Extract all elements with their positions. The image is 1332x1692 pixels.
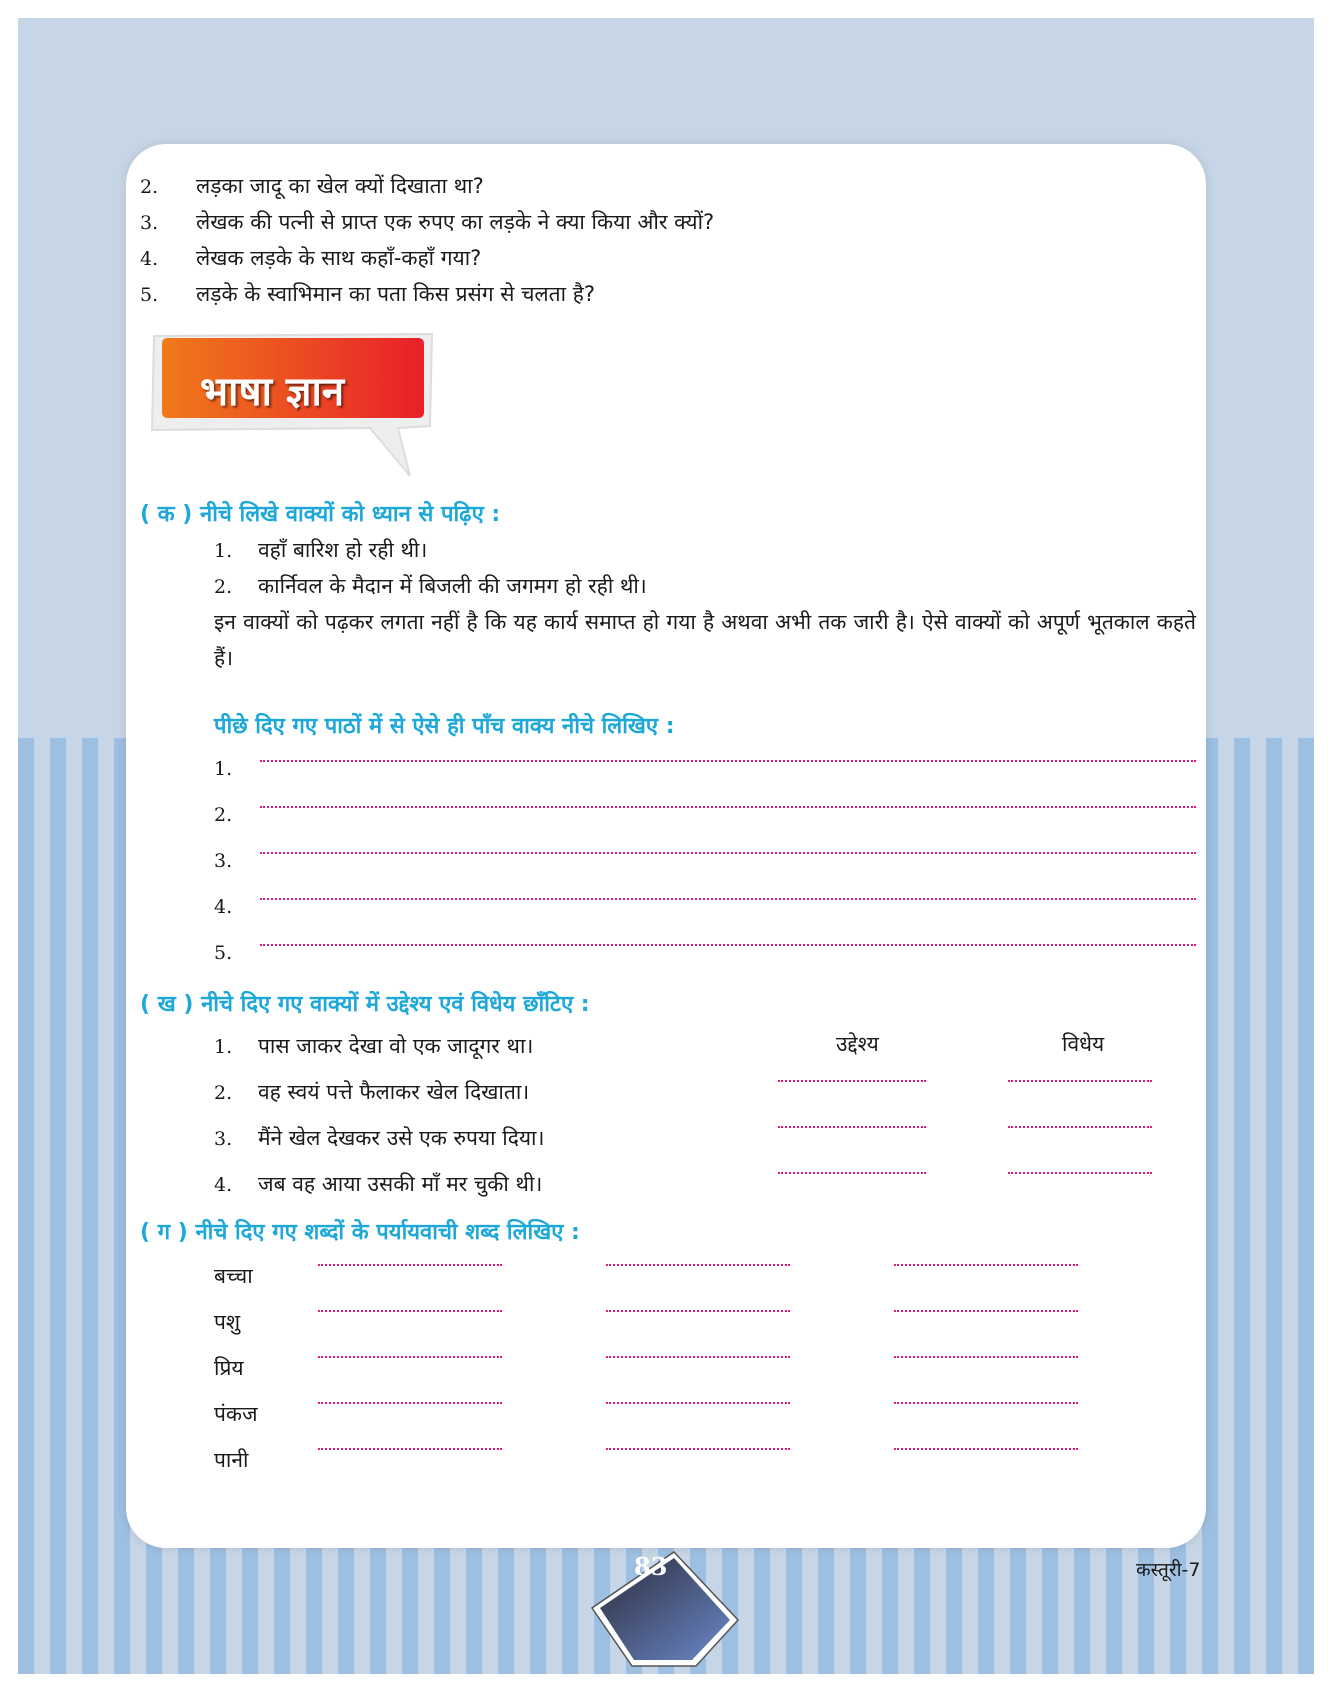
predicate-blank[interactable] <box>1008 1126 1152 1128</box>
synonym-blank[interactable] <box>606 1264 790 1266</box>
item-sentence: पास जाकर देखा वो एक जादूगर था। <box>258 1034 534 1058</box>
task-heading: पीछे दिए गए पाठों में से ऐसे ही पाँच वाक्य नीचे लिखिए : <box>214 714 675 739</box>
answer-line[interactable] <box>260 944 1196 946</box>
word-label: प्रिय <box>214 1356 244 1380</box>
question-text: लेखक लड़के के साथ कहाँ-कहाँ गया? <box>196 246 482 270</box>
question-text: लड़के के स्वाभिमान का पता किस प्रसंग से चलता है? <box>196 282 596 306</box>
question-number: 4. <box>140 248 159 270</box>
synonym-blank[interactable] <box>606 1402 790 1404</box>
section-kha-heading: ( ख ) नीचे दिए गए वाक्यों में उद्देश्य एवं विधेय छाँटिए : <box>140 992 590 1017</box>
synonym-blank[interactable] <box>318 1356 502 1358</box>
book-title-footer: कस्तूरी-7 <box>1136 1559 1201 1581</box>
answer-line[interactable] <box>260 852 1196 854</box>
blank-number: 4. <box>214 896 233 918</box>
banner-title: भाषा ज्ञान <box>200 369 345 415</box>
question-text: लड़का जादू का खेल क्यों दिखाता था? <box>196 174 484 198</box>
synonym-blank[interactable] <box>894 1356 1078 1358</box>
predicate-column-header: विधेय <box>1062 1032 1105 1056</box>
synonym-blank[interactable] <box>606 1356 790 1358</box>
item-sentence: मैंने खेल देखकर उसे एक रुपया दिया। <box>258 1126 545 1150</box>
item-sentence: वह स्वयं पत्ते फैलाकर खेल दिखाता। <box>258 1080 530 1104</box>
synonym-blank[interactable] <box>318 1402 502 1404</box>
subject-blank[interactable] <box>778 1080 926 1082</box>
answer-line[interactable] <box>260 760 1196 762</box>
predicate-blank[interactable] <box>1008 1172 1152 1174</box>
synonym-blank[interactable] <box>318 1448 502 1450</box>
predicate-blank[interactable] <box>1008 1080 1152 1082</box>
blank-number: 1. <box>214 758 233 780</box>
subject-blank[interactable] <box>778 1126 926 1128</box>
question-number: 5. <box>140 284 159 306</box>
subject-column-header: उद्देश्य <box>836 1032 879 1056</box>
answer-line[interactable] <box>260 806 1196 808</box>
word-label: पानी <box>214 1448 249 1472</box>
example-sentence: वहाँ बारिश हो रही थी। <box>258 538 428 562</box>
word-label: बच्चा <box>214 1264 253 1288</box>
synonym-blank[interactable] <box>894 1310 1078 1312</box>
synonym-blank[interactable] <box>894 1264 1078 1266</box>
item-number: 2. <box>214 1082 233 1104</box>
page-number: 83 <box>634 1552 668 1581</box>
example-sentence: कार्निवल के मैदान में बिजली की जगमग हो रही थी। <box>258 574 647 598</box>
answer-line[interactable] <box>260 898 1196 900</box>
question-text: लेखक की पत्नी से प्राप्त एक रुपए का लड़के ने क्या किया और क्यों? <box>196 210 715 234</box>
word-label: पशु <box>214 1310 241 1334</box>
explanation-paragraph: इन वाक्यों को पढ़कर लगता नहीं है कि यह कार्य समाप्त हो गया है अथवा अभी तक जारी है। ऐसे वाक्यों को अपूर्ण भूतकाल कहते हैं। <box>214 610 1196 670</box>
blank-number: 5. <box>214 942 233 964</box>
item-sentence: जब वह आया उसकी माँ मर चुकी थी। <box>258 1172 543 1196</box>
section-ga-heading: ( ग ) नीचे दिए गए शब्दों के पर्यायवाची शब्द लिखिए : <box>140 1220 580 1245</box>
example-number: 2. <box>214 576 233 598</box>
synonym-blank[interactable] <box>318 1310 502 1312</box>
item-number: 3. <box>214 1128 233 1150</box>
synonym-blank[interactable] <box>318 1264 502 1266</box>
section-ka-heading: ( क ) नीचे लिखे वाक्यों को ध्यान से पढ़िए : <box>140 502 501 527</box>
question-number: 3. <box>140 212 159 234</box>
synonym-blank[interactable] <box>606 1448 790 1450</box>
synonym-blank[interactable] <box>606 1310 790 1312</box>
subject-blank[interactable] <box>778 1172 926 1174</box>
blank-number: 3. <box>214 850 233 872</box>
question-number: 2. <box>140 176 159 198</box>
synonym-blank[interactable] <box>894 1402 1078 1404</box>
item-number: 4. <box>214 1174 233 1196</box>
synonym-blank[interactable] <box>894 1448 1078 1450</box>
example-number: 1. <box>214 540 233 562</box>
blank-number: 2. <box>214 804 233 826</box>
word-label: पंकज <box>214 1402 258 1426</box>
item-number: 1. <box>214 1036 233 1058</box>
